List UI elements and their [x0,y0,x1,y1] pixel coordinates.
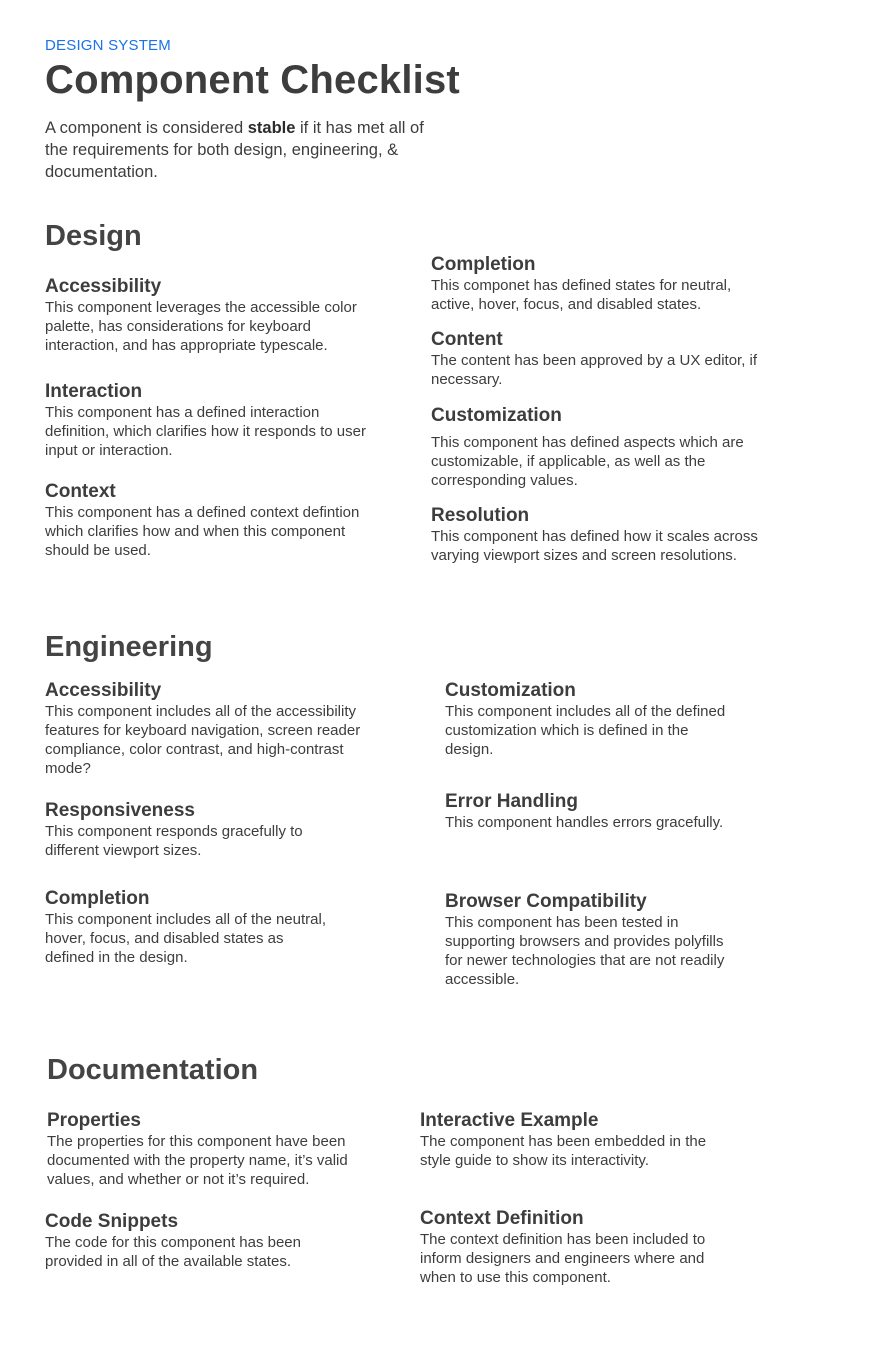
design-item-customization [431,405,776,490]
item-description: The code for this component has been provided in all of the available states. [45,1234,301,1270]
item-description: This component leverages the accessible color palette, has considerations for keyboard interaction, and has appropriate typescale. [45,299,357,354]
item-description: This component has defined how it scales across varying viewport sizes and screen resolutions. [431,528,758,564]
item-title: Accessibility [45,276,162,297]
item-description: This component has a defined interaction definition, which clarifies how it responds to user input or interaction. [45,404,366,459]
intro-text-end: if it has met all of the requirements for both design, engineering, & documentation. [45,119,424,181]
item-title: Customization [431,405,562,426]
item-description: This component includes all of the accessibility features for keyboard navigation, screen reader compliance, color contrast, and high-contrast mode? [45,703,361,777]
item-title: Error Handling [445,791,579,812]
documentation-item-interactive-example [420,1110,730,1170]
item-title: Browser Compatibility [445,891,647,912]
engineering-item-error-handling [445,791,730,832]
intro-text-start: A component is considered [45,119,248,137]
section-title-design: Design [45,220,142,252]
design-item-completion [431,254,776,314]
item-title: Interaction [45,381,143,402]
documentation-item-code-snippets [45,1211,335,1271]
item-description: This componet has defined states for neutral, active, hover, focus, and disabled states. [431,277,732,313]
engineering-item-customization [445,680,730,759]
item-description: The content has been approved by a UX editor, if necessary. [431,352,758,388]
item-description: The component has been embedded in the style guide to show its interactivity. [420,1133,707,1169]
item-title: Code Snippets [45,1211,179,1232]
item-title: Content [431,329,503,350]
intro-text [45,117,450,183]
engineering-item-accessibility [45,680,380,778]
engineering-item-responsiveness [45,800,335,860]
item-title: Completion [431,254,536,275]
item-title: Accessibility [45,680,162,701]
documentation-item-properties [47,1110,382,1189]
eyebrow-label: DESIGN SYSTEM [45,37,171,54]
engineering-item-browser-compatibility [445,891,735,989]
engineering-item-completion [45,888,335,967]
item-description: This component has defined aspects which are customizable, if applicable, as well as the corresponding values. [431,434,744,489]
item-description: This component has been tested in supporting browsers and provides polyfills for newer technologies that are not readily accessible. [445,914,725,988]
documentation-item-context-definition [420,1208,735,1287]
item-description: This component includes all of the defined customization which is defined in the design. [445,703,726,758]
item-description: The properties for this component have been documented with the property name, it’s valid values, and whether or not it’s required. [47,1133,348,1188]
item-title: Context Definition [420,1208,584,1229]
design-item-content [431,329,776,389]
item-description: This component includes all of the neutral, hover, focus, and disabled states as defined in the design. [45,911,326,966]
section-title-engineering: Engineering [45,631,213,663]
item-title: Properties [47,1110,141,1131]
item-description: This component handles errors gracefully. [445,814,724,831]
design-item-interaction [45,381,380,460]
page-title: Component Checklist [45,58,460,102]
item-description: This component responds gracefully to different viewport sizes. [45,823,303,859]
item-title: Context [45,481,116,502]
section-title-documentation: Documentation [47,1054,259,1086]
item-title: Responsiveness [45,800,195,821]
item-title: Customization [445,680,576,701]
item-description: This component has a defined context defintion which clarifies how and when this component should be used. [45,504,360,559]
intro-text-emphasis: stable [247,119,296,137]
design-item-accessibility [45,276,380,355]
item-title: Completion [45,888,150,909]
item-description: The context definition has been included to inform designers and engineers where and when to use this component. [420,1231,706,1286]
design-item-resolution [431,505,776,565]
design-item-context [45,481,385,560]
item-title: Resolution [431,505,530,526]
item-title: Interactive Example [420,1110,599,1131]
